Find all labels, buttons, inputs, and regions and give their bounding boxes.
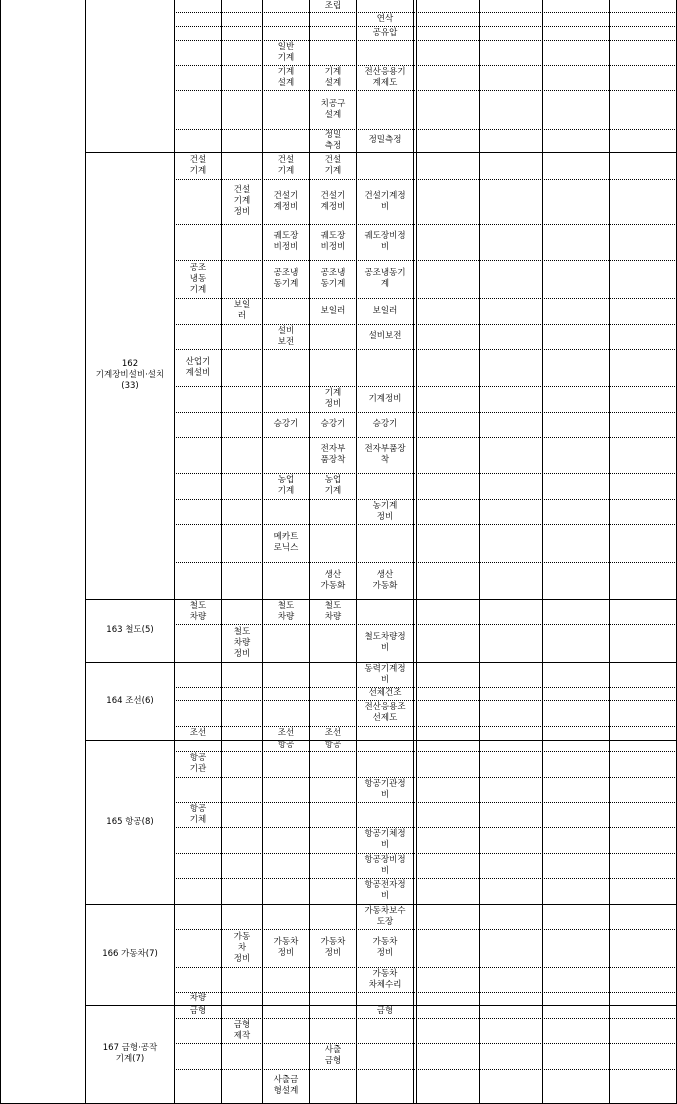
table-cell: 건설기 계정비 [320, 190, 346, 212]
table-cell: 궤도장비정 비 [364, 231, 406, 252]
table-cell: 가동차 정비 [273, 937, 299, 958]
table-cell: 정밀 측정 [324, 129, 342, 151]
table-cell: 보일러 [320, 305, 346, 316]
table-cell: 건설 기계 정비 [233, 185, 251, 217]
table-cell: 사출 금형 [324, 1045, 342, 1066]
row-line [174, 65, 677, 66]
table-cell: 기계 설계 [324, 66, 342, 88]
table-cell: 금형 [189, 1006, 207, 1016]
table-cell: 생산 가동화 [320, 569, 346, 591]
table-cell: 항공 기관 [189, 753, 207, 774]
row-line [174, 726, 677, 727]
row-line [174, 967, 677, 968]
grid-line [416, 0, 417, 1104]
table-cell: 궤도장 비정비 [320, 231, 346, 252]
table-cell: 승강기 [320, 419, 346, 429]
table-cell: 일반 기계 [277, 41, 295, 63]
table-cell: 생산 가동화 [372, 569, 398, 591]
table-cell: 건설 기계 [189, 154, 207, 176]
row-line [174, 687, 677, 688]
table-cell: 동력기계정 비 [364, 663, 406, 685]
row-line [174, 224, 677, 225]
row-line [174, 524, 677, 525]
table-cell: 가동차 정비 [372, 937, 398, 958]
table-cell: 철도 차량 [324, 600, 342, 622]
table-cell: 가동차 차체수리 [368, 968, 402, 990]
table-cell: 전산응용조 선제도 [364, 702, 406, 723]
table-cell: 건설 기계 [277, 154, 295, 176]
table-cell: 건설기 계정비 [273, 190, 299, 212]
row-line [174, 129, 677, 130]
table-cell: 공조 냉동 기계 [189, 262, 207, 295]
table-cell: 철도 차량 [189, 600, 207, 622]
table-cell: 건설기계정 비 [364, 190, 406, 212]
row-line [174, 412, 677, 413]
group-label: 167 금형·공작 기계(7) [102, 1043, 158, 1064]
table-cell: 건설 기계 [324, 154, 342, 176]
table-cell: 항공 [277, 740, 295, 750]
table-cell: 치공구 설계 [320, 98, 346, 120]
table-cell: 농업 기계 [277, 475, 295, 496]
row-line [174, 90, 677, 91]
table-cell: 농기계 정비 [372, 500, 398, 522]
table-cell: 연삭 [376, 13, 394, 24]
table-cell: 조선 [189, 727, 207, 738]
table-cell: 조선 [277, 727, 295, 738]
group-label: 163 철도(5) [106, 625, 154, 635]
grid-line [609, 0, 610, 1104]
table-cell: 선체건조 [368, 688, 402, 698]
table-cell: 기계정비 [368, 393, 402, 404]
grid-line [479, 0, 480, 1104]
table-cell: 승강기 [273, 419, 299, 429]
table-cell: 보일 러 [233, 300, 251, 321]
row-line [174, 751, 677, 752]
table-cell: 항공기관정 비 [364, 778, 406, 800]
row-line [174, 324, 677, 325]
table-cell: 항공장비정 비 [364, 854, 406, 876]
row-line [174, 992, 677, 993]
grid-line [0, 0, 1, 1104]
grid-line [413, 0, 414, 1104]
table-cell: 메카트 로닉스 [273, 532, 299, 553]
table-cell: 전산응용기 계제도 [364, 66, 406, 88]
row-line [174, 349, 677, 350]
table-cell: 전자부품장 착 [364, 444, 406, 465]
row-line [174, 26, 677, 27]
table-cell: 사출금 형설계 [273, 1075, 299, 1096]
row-line [174, 1069, 677, 1070]
row-line [174, 260, 677, 261]
row-line [174, 499, 677, 500]
row-line [174, 827, 677, 828]
row-line [174, 1043, 677, 1044]
group-label: 164 조선(6) [106, 695, 154, 706]
table-cell: 산업기 계설비 [185, 356, 211, 378]
table-cell: 공조냉 동기계 [320, 268, 346, 289]
row-line [174, 386, 677, 387]
table-cell: 설비보전 [368, 331, 402, 341]
row-line [174, 802, 677, 803]
grid-line [542, 0, 543, 1104]
table-cell: 항공기체정 비 [364, 829, 406, 850]
row-line [174, 777, 677, 778]
table-cell: 철도 차량 정비 [233, 626, 251, 659]
table-cell: 가동 차 정비 [233, 931, 251, 964]
table-cell: 철도 차량 [277, 600, 295, 622]
table-cell: 정밀측정 [368, 135, 402, 145]
table-cell: 궤도장 비정비 [273, 231, 299, 252]
table-cell: 차량 [189, 993, 207, 1003]
table-cell: 공조냉동기 계 [364, 268, 406, 289]
table-cell: 공조냉 동기계 [273, 268, 299, 289]
table-cell: 항공 기체 [189, 803, 207, 825]
row-line [174, 437, 677, 438]
table-cell: 보일러 [372, 305, 398, 316]
table-cell: 농업 기계 [324, 475, 342, 496]
group-label: 166 가동차(7) [102, 949, 158, 959]
table-cell: 가동차 정비 [320, 937, 346, 958]
table-cell: 금형 제작 [233, 1019, 251, 1041]
table-cell: 항공 [324, 740, 342, 750]
table-cell: 조선 [324, 727, 342, 738]
row-line [174, 12, 677, 13]
table-cell: 철도차량정 비 [364, 632, 406, 653]
table-cell: 조립 [324, 0, 342, 11]
table-cell: 기계 설계 [277, 66, 295, 88]
table-cell: 설비 보전 [277, 325, 295, 347]
group-label: 165 항공(8) [106, 816, 154, 827]
table-cell: 기계 정비 [324, 388, 342, 409]
table-cell: 가동차보수 도장 [364, 905, 406, 927]
row-line [174, 878, 677, 879]
row-line [174, 40, 677, 41]
group-label: 162 기계장비설비·설치 (33) [95, 359, 165, 391]
table-cell: 승강기 [372, 419, 398, 429]
row-line [174, 853, 677, 854]
table-cell: 공유압 [372, 27, 398, 38]
table-cell: 금형 [376, 1006, 394, 1016]
row-line [174, 562, 677, 563]
row-line [174, 473, 677, 474]
table-cell: 전자부 품장착 [320, 444, 346, 465]
table-cell: 항공전자정 비 [364, 880, 406, 901]
row-line [174, 700, 677, 701]
